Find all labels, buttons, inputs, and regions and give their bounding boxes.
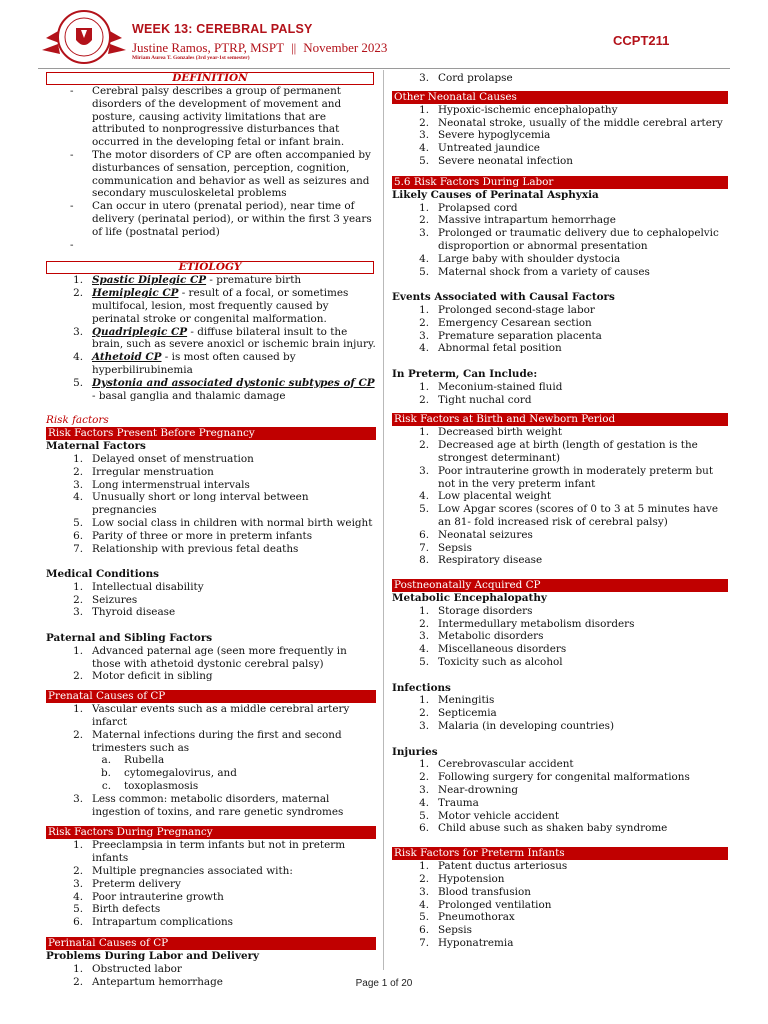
list-item: 2. Following surgery for congenital malformations <box>419 771 690 784</box>
subheading-paternal: Paternal and Sibling Factors <box>46 632 213 645</box>
list-item: 1. Patent ductus arteriosus <box>419 860 568 873</box>
header-separator: || <box>291 40 297 55</box>
university-seal-logo <box>40 8 128 66</box>
list-item: 3. Preterm delivery <box>73 877 181 890</box>
transcriber-note: Miriam Aurea T. Gonzales (3rd year-1st semester) <box>132 55 250 61</box>
section-bar-preterm-infants: Risk Factors for Preterm Infants <box>392 847 728 860</box>
list-item: 1. Prolapsed cord <box>419 201 518 214</box>
list-item: 5. Low Apgar scores (scores of 0 to 3 at 5 minutes have an 81- fold increased risk of cerebral palsy) <box>419 503 718 528</box>
list-item: 5. Dystonia and associated dystonic subtypes of CP - basal ganglia and thalamic damage <box>73 376 375 402</box>
section-bar-perinatal: Perinatal Causes of CP <box>46 937 376 950</box>
list-item: 7. Sepsis <box>419 541 472 554</box>
prenatal-causes-list <box>46 703 376 818</box>
list-item: 5. Low social class in children with normal birth weight <box>73 516 373 529</box>
page-header <box>0 0 768 70</box>
causal-events-list <box>392 304 728 355</box>
list-item: 3. Thyroid disease <box>73 606 176 619</box>
subheading-preterm: In Preterm, Can Include: <box>392 367 538 380</box>
list-item: - <box>70 238 74 251</box>
header-rule <box>38 68 730 69</box>
list-item: 5. Motor vehicle accident <box>419 809 560 822</box>
maternal-factors-list <box>46 453 376 555</box>
course-code: CCPT211 <box>613 33 670 48</box>
list-item: 4. Unusually short or long interval between pregnancies <box>73 491 309 517</box>
list-item: 6. Intrapartum complications <box>73 916 233 929</box>
subheading-medical: Medical Conditions <box>46 568 159 581</box>
list-item: - Can occur in utero (prenatal period), near time of delivery (perinatal period), or within the first 3 years of life (postnatal period) <box>70 200 372 238</box>
list-item: 4. Miscellaneous disorders <box>419 643 567 656</box>
list-item: 2. Multiple pregnancies associated with: <box>73 865 293 878</box>
pregnancy-risk-list <box>46 839 376 929</box>
birth-risk-list <box>392 426 728 567</box>
list-item: 1. Spastic Diplegic CP - premature birth <box>73 274 302 287</box>
list-item: 2. Septicemia <box>419 707 497 720</box>
section-bar-prenatal: Prenatal Causes of CP <box>46 690 376 703</box>
list-item: 1. Vascular events such as a middle cerebral artery infarct <box>73 703 350 729</box>
list-item: 6. Sepsis <box>419 924 472 937</box>
list-item: 4. Athetoid CP - is most often caused by hyperbilirubinemia <box>73 351 296 376</box>
subheading-perinatal-asphyxia: Likely Causes of Perinatal Asphyxia <box>392 188 599 201</box>
list-item: 2. Antepartum hemorrhage <box>73 975 223 988</box>
list-item: 3. Poor intrauterine growth in moderately preterm but not in the very preterm infant <box>419 464 714 490</box>
list-item: 6. Parity of three or more in preterm infants <box>73 529 313 542</box>
etiology-list <box>46 274 376 402</box>
list-item: 2. Hypotension <box>419 873 505 886</box>
left-column <box>46 72 376 988</box>
list-item: 2. Motor deficit in sibling <box>73 670 213 683</box>
section-bar-before-pregnancy: Risk Factors Present Before Pregnancy <box>46 427 376 440</box>
list-item: 1. Delayed onset of menstruation <box>73 452 254 465</box>
list-item: - The motor disorders of CP are often accompanied by disturbances of sensation, perception, cognition, communication and behavior as well as seizures and secondary musculoskeletal problems <box>70 148 371 200</box>
list-item: 2. Hemiplegic CP - result of a focal, or sometimes multifocal, lesion, most frequently caused by perinatal stroke or congenital malformation. <box>73 287 349 325</box>
subheading-causal-events: Events Associated with Causal Factors <box>392 291 615 304</box>
infections-list <box>392 694 728 732</box>
definition-list <box>46 85 376 251</box>
list-item: 2. Tight nuchal cord <box>419 393 532 406</box>
list-item: 2. Intermedullary metabolism disorders <box>419 617 635 630</box>
subheading-injuries: Injuries <box>392 745 438 758</box>
document-date: November 2023 <box>303 40 388 55</box>
list-item: 1. Prolonged second-stage labor <box>419 303 595 316</box>
subheading-metabolic: Metabolic Encephalopathy <box>392 592 547 605</box>
list-item: 1. Preeclampsia in term infants but not in preterm infants <box>73 839 346 865</box>
preterm-labor-list <box>392 381 728 407</box>
list-item: 8. Respiratory disease <box>419 554 543 567</box>
list-item: 1. Meningitis <box>419 694 495 707</box>
section-bar-during-pregnancy: Risk Factors During Pregnancy <box>46 826 376 839</box>
list-item: 2. Massive intrapartum hemorrhage <box>419 214 616 227</box>
list-item: 4. Abnormal fetal position <box>419 342 562 355</box>
list-item: 3. Severe hypoglycemia <box>419 129 551 142</box>
list-item: 3. Quadriplegic CP - diffuse bilateral insult to the brain, such as severe anoxicl or ischemic brain injury. <box>73 325 376 351</box>
subheading-maternal: Maternal Factors <box>46 440 146 453</box>
list-item: 3. Prolonged or traumatic delivery due to cephalopelvic disproportion or abnormal presentation <box>419 227 719 252</box>
author-line <box>132 40 387 56</box>
list-item: 2. Neonatal stroke, usually of the middle cerebral artery <box>419 116 723 129</box>
list-item: c. toxoplasmosis <box>101 780 199 793</box>
list-item: b. cytomegalovirus, and <box>101 767 237 780</box>
list-item: 1. Intellectual disability <box>73 580 204 593</box>
list-item: 4. Low placental weight <box>419 490 552 503</box>
list-item: 7. Hyponatremia <box>419 937 514 950</box>
definition-heading: DEFINITION <box>46 72 374 85</box>
list-item: 3. Less common: metabolic disorders, maternal ingestion of toxins, and rare genetic syndromes <box>73 792 344 818</box>
injuries-list <box>392 758 728 835</box>
list-item: 3. Premature separation placenta <box>419 329 602 342</box>
page-number: Page 1 of 20 <box>355 978 413 989</box>
list-item: 1. Hypoxic-ischemic encephalopathy <box>419 103 618 116</box>
subheading-infections: Infections <box>392 681 451 694</box>
list-item: 5. Toxicity such as alcohol <box>419 656 563 669</box>
asphyxia-causes-list <box>392 202 728 279</box>
list-item: 1. Storage disorders <box>419 604 533 617</box>
section-bar-postneonatal: Postneonatally Acquired CP <box>392 579 728 592</box>
list-item: 2. Decreased age at birth (length of gestation is the strongest determinant) <box>419 439 698 464</box>
list-item: 2. Emergency Cesarean section <box>419 316 592 329</box>
list-item: 3. Long intermenstrual intervals <box>73 478 250 491</box>
list-item: - Cerebral palsy describes a group of permanent disorders of the development of movement and posture, causing activity limitations that are attributed to nonprogressive disturbances that occurred in the developing fetal or infant brain. <box>70 85 345 149</box>
list-item: 2. Maternal infections during the first and second trimesters such as <box>73 728 342 754</box>
list-item: 5. Pneumothorax <box>419 911 515 924</box>
list-item: 1. Meconium-stained fluid <box>419 380 563 393</box>
column-divider <box>383 70 384 970</box>
etiology-heading: ETIOLOGY <box>46 261 374 274</box>
list-item: a. Rubella <box>101 754 165 767</box>
document-title: WEEK 13: CEREBRAL PALSY <box>132 22 313 36</box>
list-item: 6. Child abuse such as shaken baby syndrome <box>419 822 668 835</box>
list-item: 6. Neonatal seizures <box>419 528 533 541</box>
subheading-labor-delivery: Problems During Labor and Delivery <box>46 950 260 963</box>
author-name: Justine Ramos, PTRP, MSPT <box>132 40 285 55</box>
list-item: 4. Untreated jaundice <box>419 142 540 155</box>
section-bar-other-neonatal: Other Neonatal Causes <box>392 91 728 104</box>
risk-factors-label: Risk factors <box>46 414 109 427</box>
paternal-factors-list <box>46 645 376 683</box>
list-item: 7. Relationship with previous fetal deaths <box>73 542 299 555</box>
list-item: 4. Prolonged ventilation <box>419 898 552 911</box>
list-item: 1. Obstructed labor <box>73 962 182 975</box>
list-item: 3. Blood transfusion <box>419 885 531 898</box>
list-item: 4. Poor intrauterine growth <box>73 890 224 903</box>
section-bar-labor: 5.6 Risk Factors During Labor <box>392 176 728 189</box>
list-item: 1. Advanced paternal age (seen more frequently in those with athetoid dystonic cerebral palsy) <box>73 644 347 670</box>
list-item: 5. Maternal shock from a variety of causes <box>419 265 650 278</box>
list-item: 3. Metabolic disorders <box>419 630 544 643</box>
preterm-infants-list <box>392 860 728 950</box>
list-item: 3. Near-drowning <box>419 784 519 797</box>
medical-conditions-list <box>46 581 376 619</box>
list-item: 4. Large baby with shoulder dystocia <box>419 252 621 265</box>
list-item: 2. Irregular menstruation <box>73 465 214 478</box>
metabolic-list <box>392 605 728 669</box>
list-item: 5. Birth defects <box>73 903 161 916</box>
list-item: 1. Decreased birth weight <box>419 426 563 439</box>
list-item: 2. Seizures <box>73 593 138 606</box>
section-bar-birth-newborn: Risk Factors at Birth and Newborn Period <box>392 413 728 426</box>
list-item: 4. Trauma <box>419 796 479 809</box>
list-item: 1. Cerebrovascular accident <box>419 758 574 771</box>
list-item: 5. Severe neonatal infection <box>419 154 573 167</box>
other-neonatal-list <box>392 104 728 168</box>
right-column <box>392 72 728 950</box>
list-item: 3. Malaria (in developing countries) <box>419 720 614 733</box>
list-item: 3. Cord prolapse <box>419 72 513 84</box>
